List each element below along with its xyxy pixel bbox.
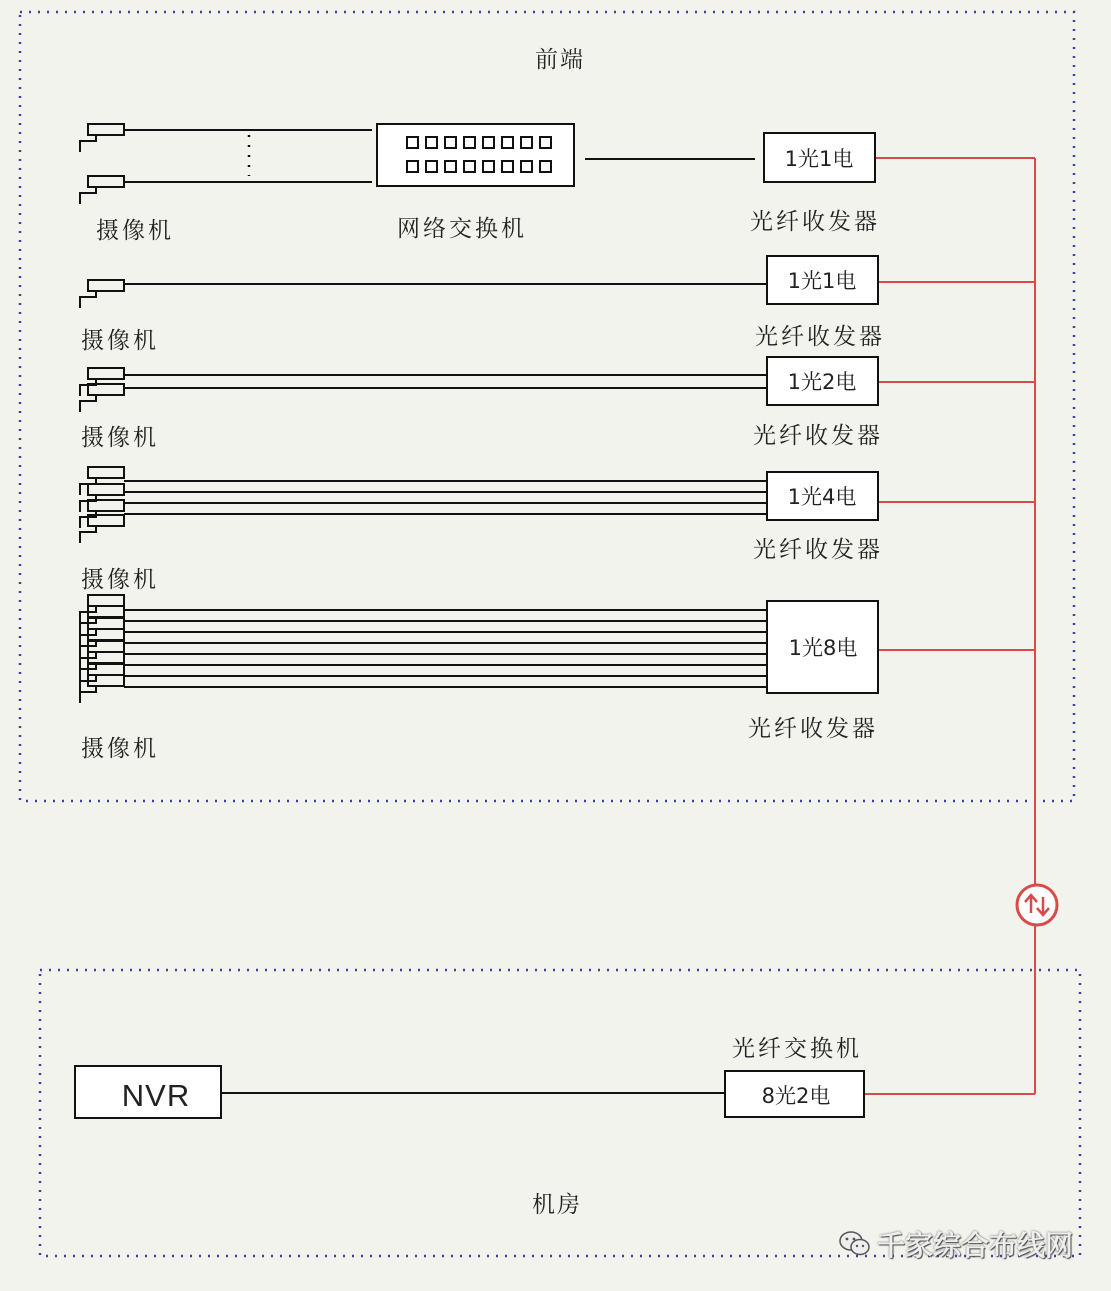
switch-label: 网络交换机 [397, 216, 527, 242]
camera-label: 摄像机 [81, 567, 159, 593]
network-switch-box [377, 124, 574, 186]
fiber-switch-text: 8光2电 [761, 1084, 831, 1108]
camera-label: 摄像机 [96, 218, 174, 244]
transceiver-label: 光纤收发器 [753, 537, 883, 563]
camera-icon [80, 515, 124, 543]
camera-icon [80, 384, 124, 412]
camera-icon [80, 675, 124, 703]
camera-label: 摄像机 [81, 328, 159, 354]
bidirectional-arrows-icon [1017, 885, 1057, 925]
camera-icon [80, 176, 124, 204]
fiber-lines [864, 158, 1035, 1094]
camera-icon [80, 368, 124, 396]
transceiver-1-text: 1光1电 [784, 147, 854, 171]
transceiver-label: 光纤收发器 [750, 209, 880, 235]
watermark [839, 1224, 1073, 1264]
camera-label: 摄像机 [81, 425, 159, 451]
nvr-text: NVR [121, 1078, 191, 1113]
transceiver-4-text: 1光4电 [787, 485, 857, 509]
front-zone-label: 前端 [535, 47, 585, 73]
camera-label: 摄像机 [81, 736, 159, 762]
transceiver-3-text: 1光2电 [787, 370, 857, 394]
camera-icon [80, 280, 124, 308]
wechat-icon [839, 1230, 871, 1258]
transceiver-label: 光纤收发器 [755, 324, 885, 350]
transceiver-label: 光纤收发器 [753, 423, 883, 449]
camera-icon [80, 124, 124, 152]
camera-icon [80, 467, 124, 495]
room-zone-label: 机房 [532, 1192, 582, 1218]
watermark-text: 千家综合布线网 [876, 1229, 1073, 1262]
camera-icon [80, 484, 124, 512]
transceiver-label: 光纤收发器 [748, 716, 878, 742]
fiber-switch-label: 光纤交换机 [732, 1036, 862, 1062]
transceiver-5-text: 1光8电 [788, 636, 858, 660]
transceiver-2-text: 1光1电 [787, 269, 857, 293]
